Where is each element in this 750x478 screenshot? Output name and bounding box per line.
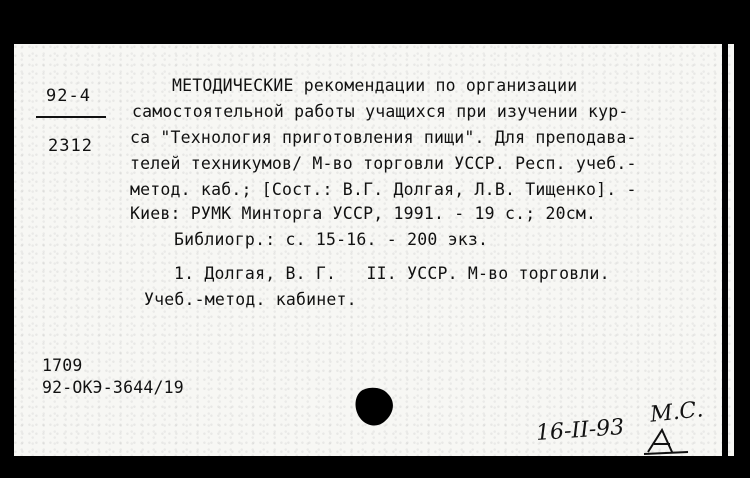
tracing-line-2: Учеб.-метод. кабинет. [144, 290, 357, 309]
description-line-1: МЕТОДИЧЕСКИЕ рекомендации по организации [172, 76, 578, 95]
description-line-2: самостоятельной работы учащихся при изучении кур- [132, 102, 629, 121]
tracing-line-1: 1. Долгая, В. Г. II. УССР. М-во торговли. [174, 264, 610, 283]
description-line-6: Киев: РУМК Минторга УССР, 1991. - 19 с.; 20см. [130, 204, 597, 223]
ink-blot-mark [352, 384, 398, 428]
description-line-7: Библиогр.: с. 15-16. - 200 экз. [174, 230, 489, 249]
handwritten-mark [642, 426, 692, 456]
scan-edge [722, 0, 728, 478]
class-number-bottom: 2312 [48, 136, 93, 156]
description-line-4: телей техникумов/ М-во торговли УССР. Респ. учеб.- [130, 154, 637, 173]
handwritten-date: 16-II-93 [535, 414, 626, 447]
order-code: 92-ОКЭ-3644/19 [42, 378, 184, 397]
class-divider-line [36, 116, 106, 118]
description-line-5: метод. каб.; [Сост.: В.Г. Долгая, Л.В. Тищенко]. - [130, 180, 637, 199]
card-number: 1709 [42, 356, 83, 375]
class-number-top: 92-4 [46, 86, 91, 106]
catalog-card [14, 44, 734, 456]
description-line-3: са "Технология приготовления пищи". Для преподава- [130, 128, 637, 147]
handwritten-initials: М.С. [648, 397, 705, 428]
